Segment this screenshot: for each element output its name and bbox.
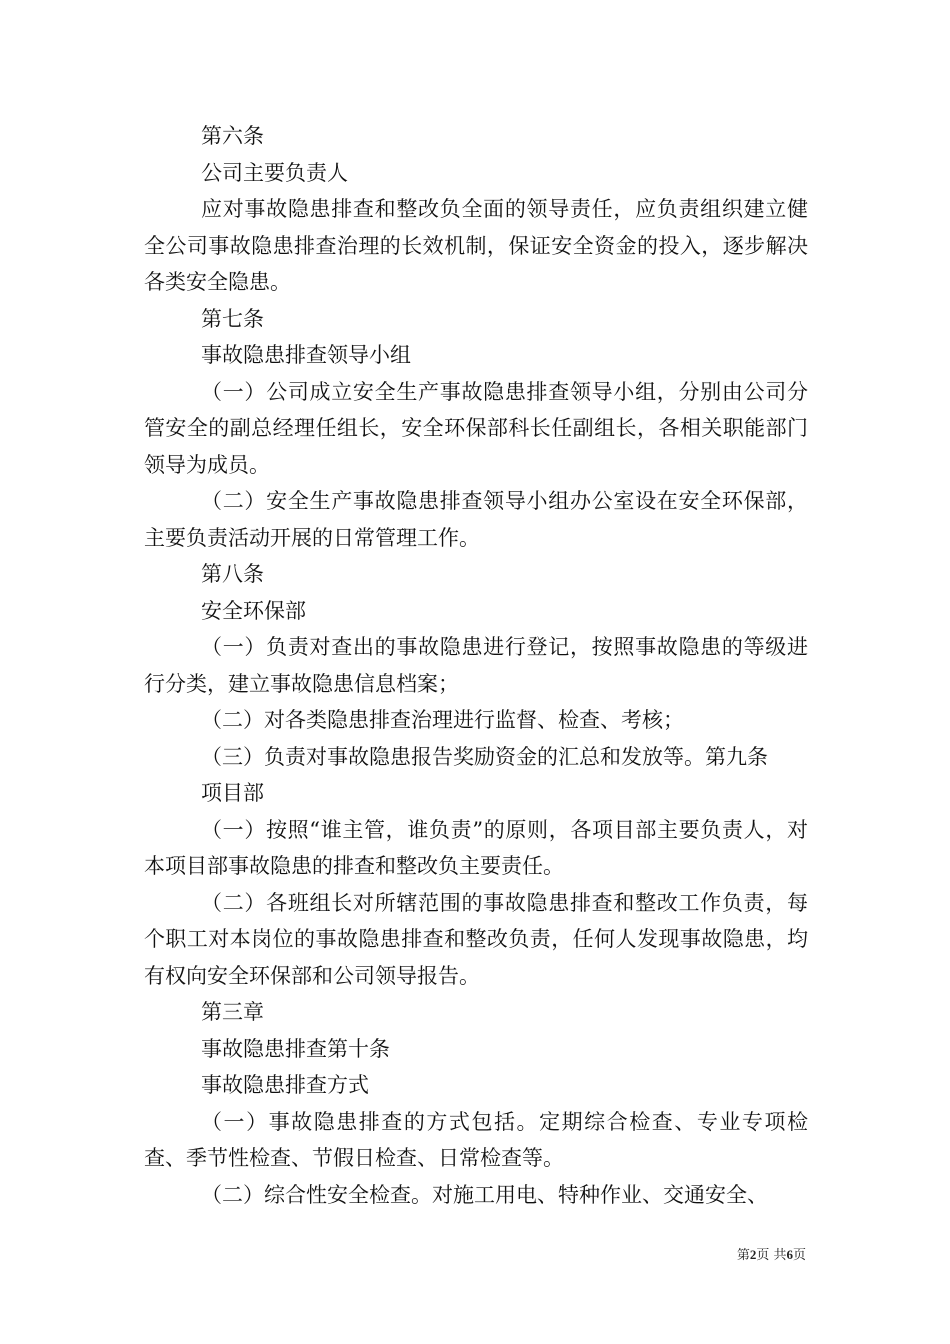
body-paragraph: （一）按照“谁主管，谁负责”的原则，各项目部主要负责人，对本项目部事故隐患的排查和整改负主要责任。 (144, 817, 808, 878)
section-title: 项目部 (201, 781, 264, 805)
chapter-heading: 第三章 (201, 1000, 264, 1024)
article-heading: 第六条 (201, 124, 264, 148)
section-title: 事故隐患排查方式 (201, 1073, 369, 1097)
body-paragraph: （一）公司成立安全生产事故隐患排查领导小组，分别由公司分管安全的副总经理任组长，安全环保部科长任副组长，各相关职能部门领导为成员。 (144, 379, 808, 477)
body-paragraph: （二）对各类隐患排查治理进行监督、检查、考核； (201, 708, 684, 732)
article-heading: 第七条 (201, 306, 264, 331)
footer-middle: 页 共 (756, 1248, 787, 1263)
section-title: 事故隐患排查第十条 (201, 1036, 390, 1061)
current-page-number: 2 (749, 1247, 757, 1262)
document-body (144, 118, 808, 1213)
section-title: 事故隐患排查领导小组 (201, 343, 411, 367)
footer-prefix: 第 (736, 1248, 750, 1263)
body-paragraph: （二）综合性安全检查。对施工用电、特种作业、交通安全、 (201, 1182, 768, 1207)
body-paragraph: （二）安全生产事故隐患排查领导小组办公室设在安全环保部，主要负责活动开展的日常管理工作。 (144, 489, 808, 550)
body-paragraph: 应对事故隐患排查和整改负全面的领导责任，应负责组织建立健全公司事故隐患排查治理的长效机制，保证安全资金的投入，逐步解决各类安全隐患。 (144, 197, 808, 294)
article-heading: 第八条 (201, 562, 264, 586)
footer-suffix: 页 (792, 1248, 806, 1263)
page-number-footer (737, 1247, 806, 1264)
body-paragraph: （一）事故隐患排查的方式包括。定期综合检查、专业专项检查、季节性检查、节假日检查、日常检查等。 (144, 1109, 808, 1170)
total-page-number: 6 (786, 1247, 793, 1262)
body-paragraph: （一）负责对查出的事故隐患进行登记，按照事故隐患的等级进行分类，建立事故隐患信息档案； (144, 635, 808, 696)
section-title: 安全环保部 (201, 598, 306, 623)
section-title: 公司主要负责人 (201, 160, 348, 185)
body-paragraph: （二）各班组长对所辖范围的事故隐患排查和整改工作负责，每个职工对本岗位的事故隐患排查和整改负责，任何人发现事故隐患，均有权向安全环保部和公司领导报告。 (144, 890, 808, 988)
body-paragraph: （三）负责对事故隐患报告奖励资金的汇总和发放等。第九条 (201, 744, 768, 769)
